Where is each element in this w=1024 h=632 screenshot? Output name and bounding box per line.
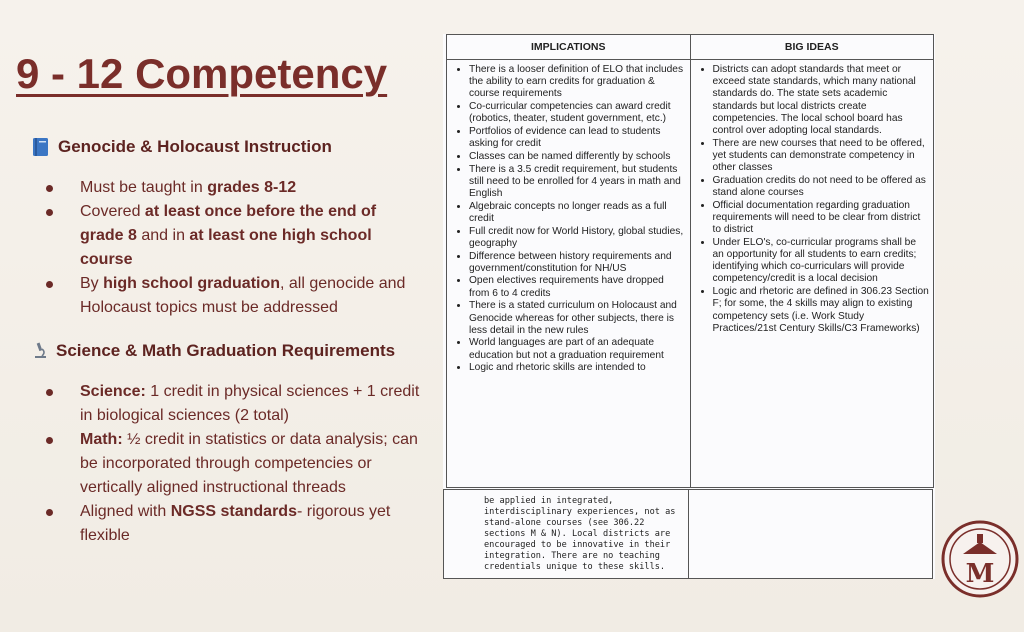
list-item: Must be taught in grades 8-12 [40,176,420,200]
list-item: • Districts can adopt standards that meet or exceed state standards, which many national standards do. The state sets academic standards but local districts create competencies. The local school board has control over adopting local standards. [713,64,930,137]
implications-table-image [443,34,935,579]
list-item: Science: 1 credit in physical sciences + 1 credit in biological sciences (2 total) [40,380,435,428]
list-item: • There is a 3.5 credit requirement, but students still need to be enrolled for 4 years in math and English [469,164,686,201]
list-item: • Co-curricular competencies can award credit (robotics, theater, student government, etc.) [469,101,686,125]
list-item: • There is a stated curriculum on Holocaust and Genocide whereas for other subjects, there is less detail in the new rules [469,300,686,337]
science-math-bullets [40,380,435,548]
microscope-icon [32,342,48,360]
list-item: By high school graduation, all genocide and Holocaust topics must be addressed [40,272,420,320]
list-item: • Portfolios of evidence can lead to students asking for credit [469,126,686,150]
list-item: • Graduation credits do not need to be offered as stand alone courses [713,175,930,199]
list-item: • Open electives requirements have dropped from 6 to 4 credits [469,275,686,299]
continuation-table [443,489,933,579]
table-header-implications: IMPLICATIONS [447,35,691,60]
list-item: • Logic and rhetoric are defined in 306.23 Section F; for some, the 4 skills may align to existing competency sets (i.e. Work Study Practices/21st Century Skills/C3 Frameworks) [713,286,930,335]
continuation-cell [444,490,689,579]
list-item: • Logic and rhetoric skills are intended to [469,362,686,374]
slide-title: 9 - 12 Competency [16,50,388,97]
list-item: • Algebraic concepts no longer reads as a full credit [469,201,686,225]
implications-table [446,34,934,488]
big-ideas-list [695,64,930,335]
list-item: • There are new courses that need to be offered, yet students can demonstrate competency in other classes [713,138,930,175]
list-item: • World languages are part of an adequate education but not a graduation requirement [469,337,686,361]
list-item: • Classes can be named differently by schools [469,151,686,163]
section-heading-genocide [32,137,332,157]
section-heading-science-math [32,341,395,361]
continuation-empty-cell [688,490,933,579]
implications-list [451,64,686,375]
big-ideas-cell [690,60,934,488]
list-item: • Full credit now for World History, global studies, geography [469,226,686,250]
continuation-text: be applied in integrated, interdisciplinary experiences, not as stand-alone courses (see 306.22 sections M & N). Local districts are encouraged to be innovative in their integration. There are no teaching credentials unique to these skills. [484,496,676,572]
section-heading-text: Genocide & Holocaust Instruction [58,137,332,156]
list-item: • Difference between history requirements and government/constitution for NH/US [469,251,686,275]
list-item: Math: ½ credit in statistics or data analysis; can be incorporated through competencies or vertically aligned instructional threads [40,428,435,500]
table-header-big-ideas: BIG IDEAS [690,35,934,60]
list-item: • Under ELO's, co-curricular programs shall be an opportunity for all students to earn credits; identifying which co-curriculars will provide competency/credit is a local decision [713,237,930,286]
list-item: • There is a looser definition of ELO that includes the ability to earn credits for graduation & course requirements [469,64,686,101]
implications-cell [447,60,691,488]
school-seal-logo [941,520,1019,598]
section-heading-text: Science & Math Graduation Requirements [56,341,396,360]
list-item: • Official documentation regarding graduation requirements will need to be clear from district to district [713,200,930,237]
book-icon [32,137,50,157]
list-item: Covered at least once before the end of grade 8 and in at least one high school course [40,200,420,272]
list-item: Aligned with NGSS standards- rigorous yet flexible [40,500,435,548]
logo-letter: M [965,559,995,589]
genocide-bullets [40,176,420,320]
